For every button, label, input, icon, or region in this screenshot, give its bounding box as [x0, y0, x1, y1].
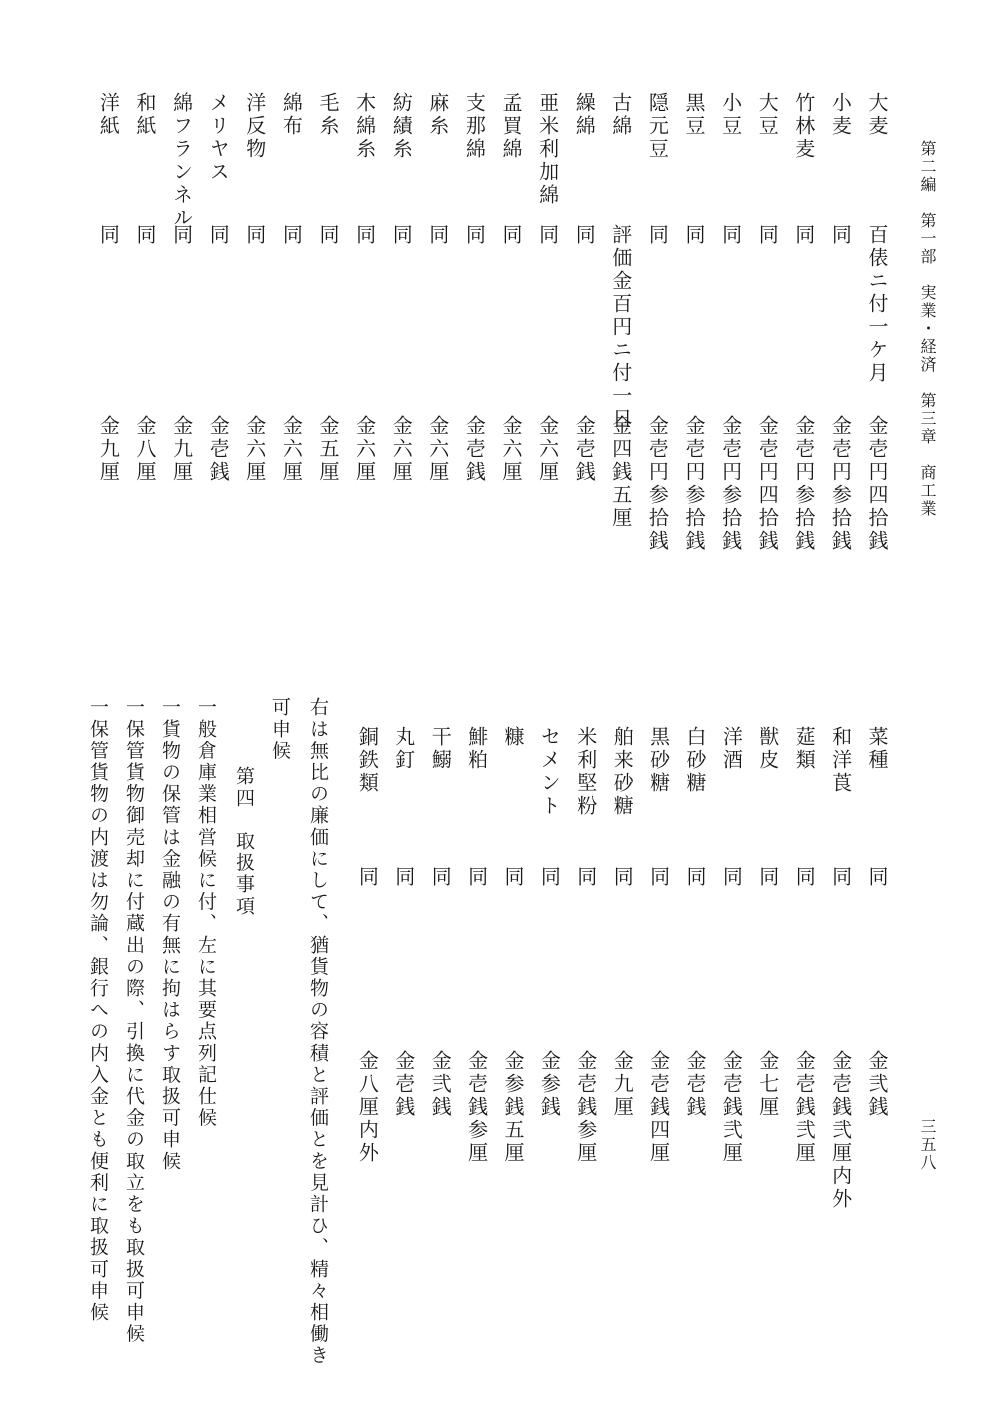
item-fee: 金六厘 [425, 415, 450, 484]
item-fee: 金壱銭弐厘 [792, 1050, 817, 1165]
item-fee: 金六厘 [352, 415, 377, 484]
item-fee: 金九厘 [610, 1050, 635, 1119]
item-fee: 金参銭 [537, 1050, 562, 1119]
item-unit: 同 [206, 224, 231, 247]
item-name: 洋酒 [719, 726, 744, 772]
item-fee: 金六厘 [279, 415, 304, 484]
item-name: 木綿糸 [352, 92, 377, 161]
item-fee: 金壱銭 [462, 415, 487, 484]
item-unit: 同 [865, 866, 889, 889]
item-fee: 金六厘 [499, 415, 523, 484]
item-fee: 金壱銭参厘 [464, 1050, 489, 1165]
item-name: 竹林麦 [791, 92, 816, 161]
item-fee: 金七厘 [755, 1050, 780, 1119]
item-name: 亜米利加綿 [535, 92, 560, 207]
item-fee: 金壱銭 [683, 1050, 707, 1119]
item-name: 紡績糸 [389, 92, 414, 161]
item-fee: 金四銭五厘 [608, 415, 633, 530]
item-unit: 同 [425, 224, 450, 247]
item-fee: 金八厘 [133, 415, 157, 484]
item-fee: 金六厘 [242, 415, 267, 484]
item-fee: 金九厘 [96, 415, 121, 484]
item-fee: 金壱円参拾銭 [645, 415, 670, 553]
item-name: 莚類 [792, 726, 817, 772]
item-name: セメント [537, 726, 562, 818]
item-fee: 金壱銭四厘 [646, 1050, 671, 1165]
item-unit: 同 [610, 866, 635, 889]
item-unit: 同 [755, 866, 780, 889]
item-name: 小豆 [718, 92, 743, 138]
item-fee: 金壱円参拾銭 [718, 415, 743, 553]
handling-item: 一保管貨物の内渡は勿論、銀行への内入金とも便利に取扱可申候 [87, 697, 109, 1324]
item-fee: 金八厘内外 [355, 1050, 380, 1165]
item-unit: 同 [646, 866, 671, 889]
item-name: 隠元豆 [645, 92, 670, 161]
item-fee: 金壱円四拾銭 [865, 415, 889, 553]
item-name: 菜種 [865, 726, 889, 772]
item-unit: 同 [96, 224, 121, 247]
item-unit: 同 [645, 224, 670, 247]
item-name: 小麦 [828, 92, 853, 138]
item-unit: 同 [355, 866, 380, 889]
item-name: 洋紙 [96, 92, 121, 138]
item-unit: 同 [279, 224, 304, 247]
item-unit: 同 [573, 866, 598, 889]
item-name: 黒砂糖 [646, 726, 671, 795]
item-name: 糠 [501, 726, 525, 749]
handling-item: 一保管貨物御売却に付蔵出の際、引換に代金の取立をも取扱可申候 [123, 697, 145, 1345]
item-fee: 金壱円四拾銭 [755, 415, 780, 553]
item-fee: 金壱銭 [391, 1050, 416, 1119]
item-unit: 同 [316, 224, 340, 247]
item-name: 和洋莨 [828, 726, 853, 795]
item-fee: 金弐銭 [428, 1050, 453, 1119]
item-unit: 同 [133, 224, 157, 247]
item-unit: 同 [718, 224, 743, 247]
item-unit: 同 [828, 866, 853, 889]
item-name: メリヤス [206, 92, 231, 184]
item-name: 大麦 [865, 92, 889, 138]
item-fee: 金弐銭 [865, 1050, 889, 1119]
item-unit: 同 [792, 866, 817, 889]
item-name: 麻糸 [425, 92, 450, 138]
item-fee: 金壱銭弐厘 [719, 1050, 744, 1165]
closing-note-line2: 可申候 [269, 697, 291, 762]
item-fee: 金五厘 [316, 415, 340, 484]
item-unit: 百俵ニ付一ケ月 [865, 224, 889, 385]
item-name: 鯡粕 [464, 726, 489, 772]
item-fee: 金壱銭 [206, 415, 231, 484]
item-name: 古綿 [608, 92, 633, 138]
item-name: 米利堅粉 [573, 726, 598, 818]
item-unit: 同 [683, 866, 707, 889]
item-name: 支那綿 [462, 92, 487, 161]
item-unit: 評価金百円ニ付一日 [608, 224, 633, 431]
item-fee: 金壱円参拾銭 [828, 415, 853, 553]
item-name: 白砂糖 [683, 726, 707, 795]
item-unit: 同 [719, 866, 744, 889]
item-unit: 同 [828, 224, 853, 247]
item-fee: 金壱銭 [572, 415, 597, 484]
item-name: 綿フランネル [169, 92, 194, 230]
item-unit: 同 [572, 224, 597, 247]
closing-note-line1: 右は無比の廉価にして、猶貨物の容積と評価とを見計ひ、精々相働き [307, 697, 329, 1367]
running-header: 第二編 第一部 実業・経済 第三章 商工業 [918, 140, 937, 518]
item-name: 和紙 [133, 92, 157, 138]
item-unit: 同 [352, 224, 377, 247]
handling-item: 一貨物の保管は金融の有無に拘はらす取扱可申候 [159, 697, 181, 1173]
item-unit: 同 [791, 224, 816, 247]
item-name: 獣皮 [755, 726, 780, 772]
item-unit: 同 [242, 224, 267, 247]
item-name: 大豆 [755, 92, 780, 138]
item-fee: 金壱銭弐厘内外 [828, 1050, 853, 1211]
item-name: 丸釘 [391, 726, 416, 772]
item-unit: 同 [389, 224, 414, 247]
item-fee: 金九厘 [169, 415, 194, 484]
item-fee: 金六厘 [535, 415, 560, 484]
handling-item: 一般倉庫業相営候に付、左に其要点列記仕候 [195, 697, 217, 1129]
item-unit: 同 [535, 224, 560, 247]
item-name: 黒豆 [682, 92, 706, 138]
item-unit: 同 [464, 866, 489, 889]
item-unit: 同 [499, 224, 523, 247]
item-name: 綿布 [279, 92, 304, 138]
item-name: 干鰯 [428, 726, 453, 772]
item-name: 洋反物 [242, 92, 267, 161]
page-number: 三五八 [918, 1118, 937, 1172]
item-unit: 同 [682, 224, 706, 247]
item-name: 銅鉄類 [355, 726, 380, 795]
item-name: 孟買綿 [499, 92, 523, 161]
item-unit: 同 [462, 224, 487, 247]
item-fee: 金壱円参拾銭 [682, 415, 706, 553]
item-unit: 同 [501, 866, 525, 889]
item-unit: 同 [755, 224, 780, 247]
item-fee: 金壱円参拾銭 [791, 415, 816, 553]
item-unit: 同 [391, 866, 416, 889]
item-name: 舶来砂糖 [610, 726, 635, 818]
item-fee: 金六厘 [389, 415, 414, 484]
item-fee: 金参銭五厘 [501, 1050, 525, 1165]
item-fee: 金壱銭参厘 [573, 1050, 598, 1165]
section-title: 第四 取扱事項 [233, 766, 255, 918]
item-name: 繰綿 [572, 92, 597, 138]
item-name: 毛糸 [316, 92, 340, 138]
item-unit: 同 [169, 224, 194, 247]
item-unit: 同 [537, 866, 562, 889]
item-unit: 同 [428, 866, 453, 889]
